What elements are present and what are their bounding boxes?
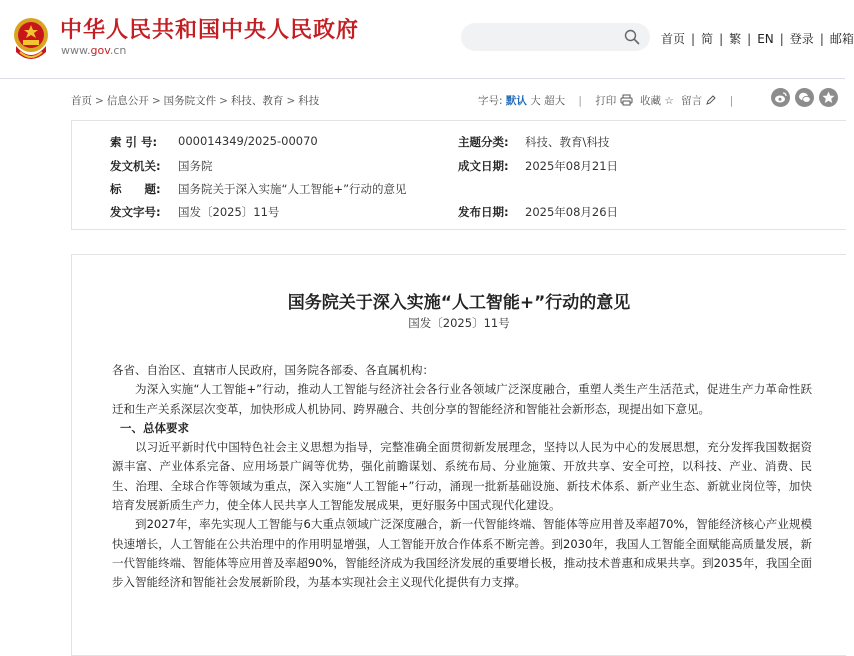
nav-separator: | <box>691 32 696 46</box>
nav-home[interactable]: 首页 <box>661 32 686 46</box>
nav-mail[interactable]: 邮箱 <box>829 32 854 46</box>
issuer-value: 国务院 <box>178 159 213 173</box>
header-divider <box>0 78 845 79</box>
search-icon[interactable] <box>624 29 640 45</box>
breadcrumb-docs[interactable]: 国务院文件 <box>163 95 217 107</box>
pencil-icon <box>705 95 716 106</box>
print-label: 打印 <box>595 95 617 107</box>
breadcrumb <box>71 93 319 108</box>
nav-separator: | <box>747 32 752 46</box>
favorite-label: 收藏 <box>640 95 661 107</box>
section-heading: 一、总体要求 <box>120 420 189 435</box>
article-doc-number: 国发〔2025〕11号 <box>408 316 510 330</box>
font-default-button[interactable]: 默认 <box>505 95 527 107</box>
breadcrumb-separator: > <box>151 95 161 107</box>
nav-separator: | <box>819 32 824 46</box>
wechat-icon[interactable] <box>795 88 814 107</box>
search-input[interactable] <box>461 23 650 51</box>
share-bar <box>771 88 843 108</box>
nav-simplified[interactable]: 简 <box>701 32 714 46</box>
comment-button[interactable] <box>681 95 716 107</box>
created-date-value: 2025年08月21日 <box>525 159 619 173</box>
article-content <box>71 254 846 656</box>
comment-label: 留言 <box>681 95 703 107</box>
nav-separator: | <box>779 32 784 46</box>
site-url[interactable] <box>61 44 126 57</box>
nav-english[interactable]: EN <box>757 32 774 46</box>
national-emblem-icon[interactable] <box>12 16 50 62</box>
nav-login[interactable]: 登录 <box>789 32 814 46</box>
site-url-brand: gov <box>90 44 110 57</box>
title-label: 标 题: <box>110 182 161 196</box>
breadcrumb-separator: > <box>95 95 104 107</box>
breadcrumb-info[interactable]: 信息公开 <box>106 95 149 107</box>
favorite-button[interactable] <box>640 95 674 107</box>
breadcrumb-separator: > <box>219 95 228 107</box>
breadcrumb-category[interactable]: 科技、教育 <box>230 95 284 107</box>
site-url-prefix: www. <box>61 44 91 57</box>
breadcrumb-home[interactable]: 首页 <box>71 95 92 107</box>
breadcrumb-current[interactable]: 科技 <box>298 95 320 107</box>
site-header <box>0 0 854 78</box>
category-label: 主题分类: <box>458 135 509 149</box>
document-info-table <box>71 120 846 230</box>
index-value: 000014349/2025-00070 <box>178 134 318 148</box>
tools-separator: | <box>578 95 582 107</box>
qzone-icon[interactable] <box>819 88 838 107</box>
nav-separator: | <box>719 32 724 46</box>
font-large-button[interactable]: 大 <box>530 95 541 107</box>
category-value: 科技、教育\科技 <box>525 135 610 149</box>
article-body <box>112 361 812 593</box>
top-nav <box>661 30 854 47</box>
font-xlarge-button[interactable]: 超大 <box>544 95 566 107</box>
doc-number-value: 国发〔2025〕11号 <box>178 205 280 219</box>
printer-icon <box>620 94 633 106</box>
weibo-icon[interactable] <box>771 88 790 107</box>
site-name[interactable]: 中华人民共和国中央人民政府 <box>60 18 360 43</box>
issuer-label: 发文机关: <box>110 159 161 173</box>
tools-separator: | <box>729 95 734 107</box>
article-paragraph: 到2027年，率先实现人工智能与6大重点领域广泛深度融合，新一代智能终端、智能体等应用普及率超70%，智能经济核心产业规模快速增长，人工智能在公共治理中的作用明显增强，人工智能开放合作体系不断完善。到2030年，我国人工智能全面赋能高质量发展，新一代智能终端、智能体等应用普及率超90%，智能经济成为我国经济发展的重要增长极，推动技术普惠和成果共享。到2035年，我国全面步入智能经济和智能社会发展新阶段，为基本实现社会主义现代化提供有力支撑。 <box>112 517 812 590</box>
title-value: 国务院关于深入实施“人工智能+”行动的意见 <box>178 182 407 196</box>
published-date-value: 2025年08月26日 <box>525 205 619 219</box>
published-date-label: 发布日期: <box>458 205 509 219</box>
doc-number-label: 发文字号: <box>110 205 161 219</box>
star-icon: ☆ <box>664 95 674 107</box>
article-paragraph: 以习近平新时代中国特色社会主义思想为指导，完整准确全面贯彻新发展理念，坚持以人民为中心的发展思想，充分发挥我国数据资源丰富、产业体系完备、应用场景广阔等优势，强化前瞻谋划、系统布局、分业施策、开放共享、安全可控，以科技、产业、消费、民生、治理、全球合作等领域为重点，深入实施“人工智能+”行动，涌现一批新基础设施、新技术体系、新产业生态、新就业岗位等，加快培育发展新质生产力，使全体人民共享人工智能发展成果，更好服务中国式现代化建设。 <box>112 440 812 513</box>
index-label: 索 引 号: <box>110 135 158 149</box>
nav-traditional[interactable]: 繁 <box>729 32 742 46</box>
created-date-label: 成文日期: <box>458 159 509 173</box>
font-size-label: 字号: <box>478 95 503 107</box>
article-title: 国务院关于深入实施“人工智能+”行动的意见 <box>287 293 631 313</box>
print-button[interactable] <box>595 95 632 107</box>
site-url-suffix: .cn <box>109 44 127 57</box>
article-salutation: 各省、自治区、直辖市人民政府，国务院各部委、各直属机构： <box>112 363 434 377</box>
article-paragraph: 为深入实施“人工智能+”行动，推动人工智能与经济社会各行业各领域广泛深度融合，重塑人类生产生活范式，促进生产力革命性跃迁和生产关系深层次变革，加快形成人机协同、跨界融合、共创分享的智能经济和智能社会新形态，现提出如下意见。 <box>112 382 812 416</box>
article-tools <box>478 93 743 108</box>
breadcrumb-separator: > <box>286 95 296 107</box>
